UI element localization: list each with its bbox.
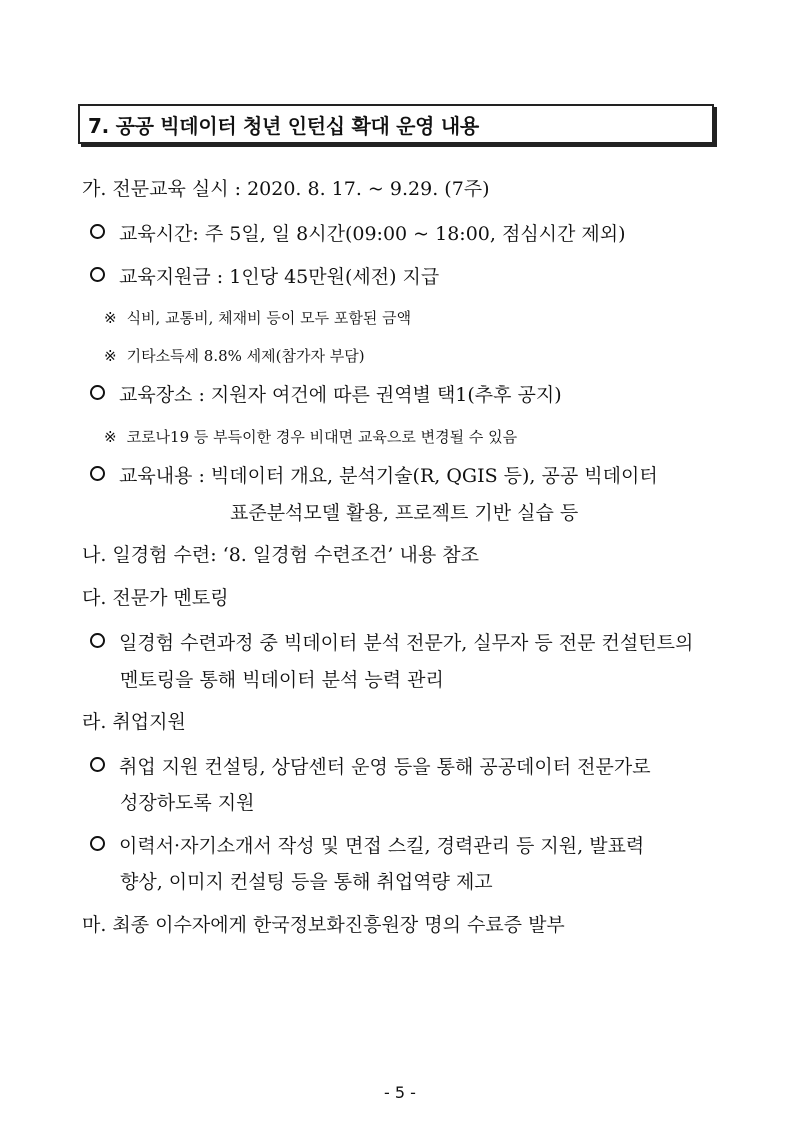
note-mark-icon: ※ [104,347,117,365]
bullet-text: 교육지원금 : 1인당 45만원(세전) 지급 [119,266,440,288]
bullet-education-stipend [90,264,439,290]
page-number: - 5 - [384,1083,416,1102]
bullet-education-time [90,221,626,247]
circle-bullet-icon [90,836,105,851]
bullet-education-location [90,382,562,408]
bullet-resume-skills [90,833,644,859]
note-covid [104,424,517,450]
section-title: 7. 공공 빅데이터 청년 인턴십 확대 운영 내용 [88,113,479,138]
note-text: 기타소득세 8.8% 세제(참가자 부담) [126,347,365,365]
note-stipend-included [104,305,411,331]
circle-bullet-icon [90,757,105,772]
circle-bullet-icon [90,385,105,400]
circle-bullet-icon [90,267,105,282]
item-ra: 라. 취업지원 [82,711,186,733]
bullet-resume-skills-cont: 향상, 이미지 컨설팅 등을 통해 취업역량 제고 [120,871,493,893]
item-ga: 가. 전문교육 실시 : 2020. 8. 17. ~ 9.29. (7주) [82,178,490,200]
circle-bullet-icon [90,633,105,648]
note-tax [104,343,365,369]
item-ma: 마. 최종 이수자에게 한국정보화진흥원장 명의 수료증 발부 [82,914,565,936]
bullet-text: 교육내용 : 빅데이터 개요, 분석기술(R, QGIS 등), 공공 빅데이터 [119,465,658,487]
bullet-text: 취업 지원 컨설팅, 상담센터 운영 등을 통해 공공데이터 전문가로 [119,756,651,778]
bullet-job-consulting [90,754,651,780]
section-title-box [78,104,714,144]
item-da: 다. 전문가 멘토링 [82,587,229,609]
bullet-job-consulting-cont: 성장하도록 지원 [120,792,255,814]
bullet-education-content [90,463,658,489]
note-text: 식비, 교통비, 체재비 등이 모두 포함된 금액 [126,309,412,327]
bullet-mentoring [90,630,693,656]
note-text: 코로나19 등 부득이한 경우 비대면 교육으로 변경될 수 있음 [126,428,518,446]
bullet-text: 일경험 수련과정 중 빅데이터 분석 전문가, 실무자 등 전문 컨설턴트의 [119,632,694,654]
bullet-text: 교육시간: 주 5일, 일 8시간(09:00 ~ 18:00, 점심시간 제외) [119,223,626,245]
circle-bullet-icon [90,224,105,239]
bullet-education-content-cont: 표준분석모델 활용, 프로젝트 기반 실습 등 [230,502,579,524]
note-mark-icon: ※ [104,428,117,446]
bullet-text: 교육장소 : 지원자 여건에 따른 권역별 택1(추후 공지) [119,384,562,406]
bullet-text: 이력서·자기소개서 작성 및 면접 스킬, 경력관리 등 지원, 발표력 [119,835,645,857]
item-na: 나. 일경험 수련: ‘8. 일경험 수련조건’ 내용 참조 [82,544,479,566]
circle-bullet-icon [90,466,105,481]
bullet-mentoring-cont: 멘토링을 통해 빅데이터 분석 능력 관리 [120,669,444,691]
note-mark-icon: ※ [104,309,117,327]
